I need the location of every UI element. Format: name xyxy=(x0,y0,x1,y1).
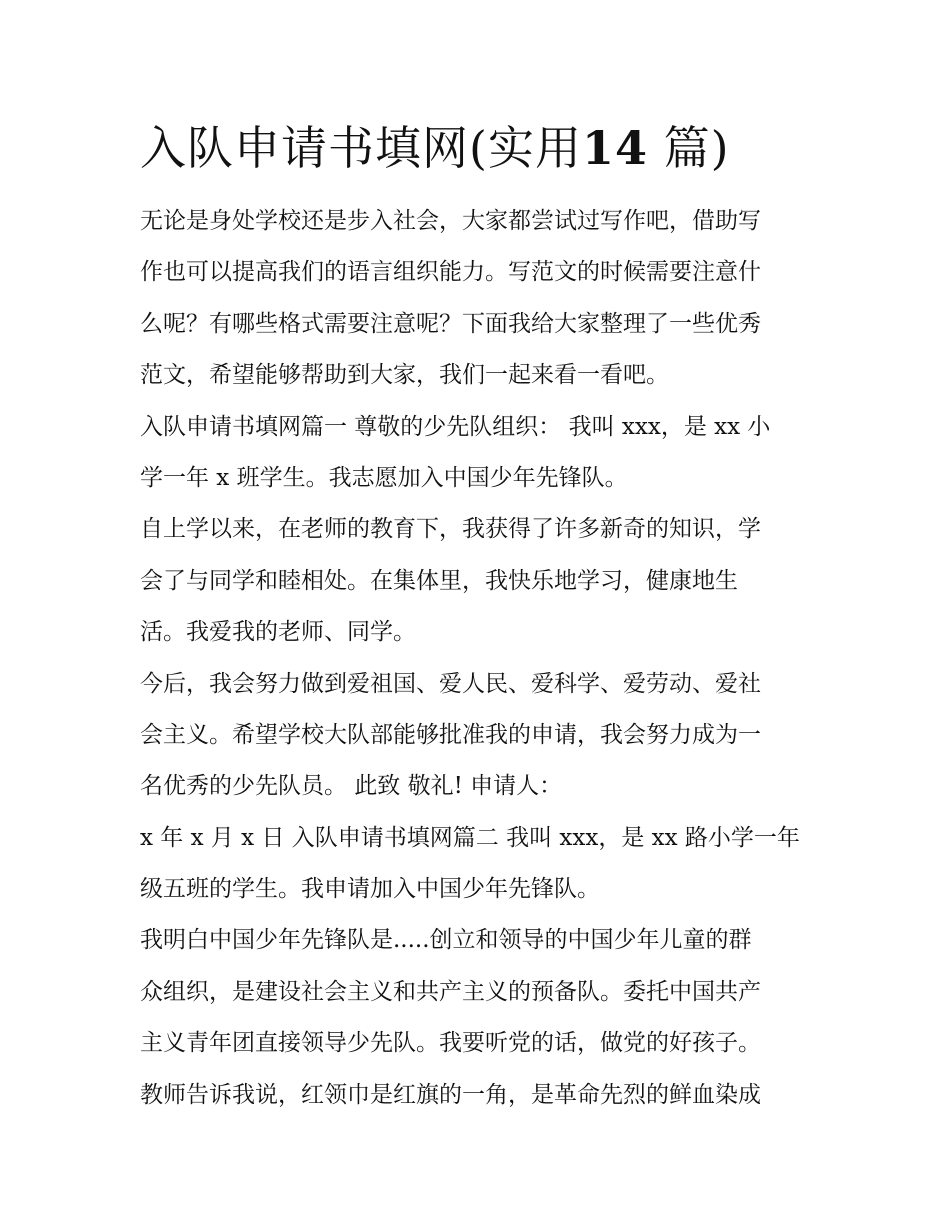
text-line: 级五班的学生。我申请加入中国少年先锋队。 xyxy=(140,876,600,903)
text-line: 会主义。希望学校大队部能够批准我的申请，我会努力成为一 xyxy=(140,721,761,748)
text-line: 教师告诉我说，红领巾是红旗的一角，是革命先烈的鲜血染成 xyxy=(140,1081,761,1108)
page-title xyxy=(140,112,830,184)
title-number: 14 xyxy=(581,121,648,175)
text-line: 今后，我会努力做到爱祖国、爱人民、爱科学、爱劳动、爱社 xyxy=(140,670,761,697)
text-line: 活。我爱我的老师、同学。 xyxy=(140,619,416,646)
text-line: 会了与同学和睦相处。在集体里，我快乐地学习，健康地生 xyxy=(140,567,738,594)
text-line: 我明白中国少年先锋队是.....创立和领导的中国少年儿童的群 xyxy=(140,927,752,954)
text-line: 学一年 x 班学生。我志愿加入中国少年先锋队。 xyxy=(140,464,628,491)
text-line: 入队申请书填网篇一 尊敬的少先队组织： 我叫 xxx，是 xx 小 xyxy=(140,413,771,440)
text-line: 众组织，是建设社会主义和共产主义的预备队。委托中国共产 xyxy=(140,978,761,1005)
text-line: 主义青年团直接领导少先队。我要听党的话，做党的好孩子。 xyxy=(140,1030,761,1057)
text-line: 作也可以提高我们的语言组织能力。写范文的时候需要注意什 xyxy=(140,259,761,286)
document-body xyxy=(140,196,812,1121)
text-line: 名优秀的少先队员。 此致 敬礼! 申请人： xyxy=(140,773,563,800)
text-line: 么呢？有哪些格式需要注意呢？下面我给大家整理了一些优秀 xyxy=(140,310,761,337)
title-prefix: 入队申请书填网(实用 xyxy=(140,121,582,175)
text-line: 自上学以来，在老师的教育下，我获得了许多新奇的知识，学 xyxy=(140,516,761,543)
text-line: 范文，希望能够帮助到大家，我们一起来看一看吧。 xyxy=(140,362,669,389)
title-suffix: 篇) xyxy=(663,121,730,175)
text-line: x 年 x 月 x 日 入队申请书填网篇二 我叫 xxx，是 xx 路小学一年 xyxy=(140,824,800,851)
text-line: 无论是身处学校还是步入社会，大家都尝试过写作吧，借助写 xyxy=(140,208,761,234)
